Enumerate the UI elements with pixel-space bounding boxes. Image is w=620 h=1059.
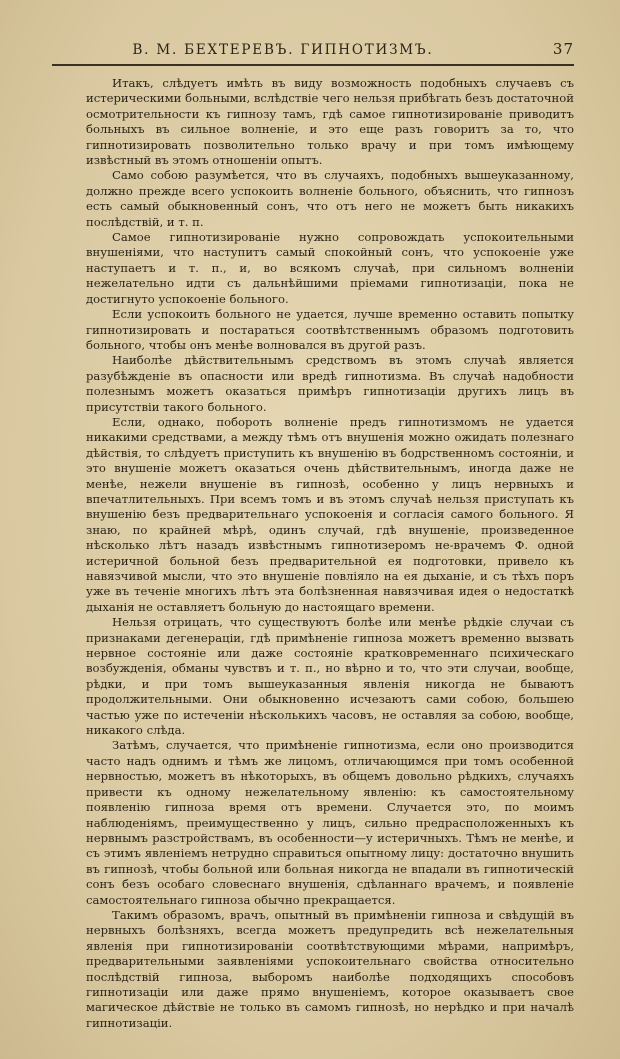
paragraph: Самое гипнотизированіе нужно сопровождать успокоительными внушеніями, что наступитъ самый спокойный сонъ, что успокоеніе уже наступаетъ и т. п., и, во всякомъ случаѣ, при сильномъ волненіи нежелательно идти съ дальнѣйшими пріемами гипнотизаціи, пока не достигнуто успокоеніе больного. (86, 230, 574, 306)
paragraph: Нельзя отрицать, что существуютъ болѣе или менѣе рѣдкіе случаи съ признаками дегенераціи, гдѣ примѣненіе гипноза можетъ временно вызвать нервное состояніе или даже состояніе кратковременнаго психическаго возбужденія, обманы чувствъ и т. п., но вѣрно и то, что эти случаи, вообще, рѣдки, и при томъ вышеуказанныя явленія никогда не бываютъ продолжительными. Они обыкновенно исчезаютъ сами собою, большею частью уже по истеченіи нѣсколькихъ часовъ, не оставляя за собою, вообще, никакого слѣда. (86, 615, 574, 738)
page-number: 37 (552, 40, 574, 58)
page-header (52, 38, 574, 66)
paragraph: Итакъ, слѣдуетъ имѣть въ виду возможность подобныхъ случаевъ съ истерическими больными, вслѣдствіе чего нельзя прибѣгать безъ достаточной осмотрительности къ гипнозу тамъ, гдѣ самое гипнотизированіе приводитъ больныхъ въ сильное волненіе, и это еще разъ говоритъ за то, что гипнотизировать позволительно только врачу и при томъ имѣющему извѣстный въ этомъ отношеніи опытъ. (86, 76, 574, 168)
paragraph: Если успокоить больного не удается, лучше временно оставить попытку гипнотизировать и постараться соотвѣтственнымъ образомъ подготовить больного, чтобы онъ менѣе волновался въ другой разъ. (86, 307, 574, 352)
body-text (86, 76, 574, 1031)
paragraph: Затѣмъ, случается, что примѣненіе гипнотизма, если оно производится часто надъ однимъ и тѣмъ же лицомъ, отличающимся при томъ особенной нервностью, можетъ въ нѣкоторыхъ, въ общемъ довольно рѣдкихъ, случаяхъ привести къ одному нежелательному явленію: къ самостоятельному появленію гипноза время отъ времени. Случается это, по моимъ наблюденіямъ, преимущественно у лицъ, сильно предрасположенныхъ къ нервнымъ разстройствамъ, въ особенности—у истеричныхъ. Тѣмъ не менѣе, и съ этимъ явленіемъ нетрудно справиться опытному лицу: достаточно внушить въ гипнозѣ, чтобы больной или больная никогда не впадали въ гипнотическій сонъ безъ особаго словеснаго внушенія, сдѣланнаго врачемъ, и появленіе самостоятельнаго гипноза обычно прекращается. (86, 738, 574, 907)
paragraph: Такимъ образомъ, врачъ, опытный въ примѣненіи гипноза и свѣдущій въ нервныхъ болѣзняхъ, всегда можетъ предупредить всѣ нежелательныя явленія при гипнотизированіи соотвѣтствующими мѣрами, напримѣръ, предварительными заявленіями успокоительнаго свойства относительно послѣдствій гипноза, выборомъ наиболѣе подходящихъ способовъ гипнотизаціи или даже прямо внушеніемъ, которое оказываетъ свое магическое дѣйствіе не только въ самомъ гипнозѣ, но нерѣдко и при началѣ гипнотизаціи. (86, 907, 574, 1030)
running-title: В. М. БЕХТЕРЕВЪ. ГИПНОТИЗМЪ. (132, 42, 434, 58)
paragraph: Если, однако, побороть волненіе предъ гипнотизмомъ не удается никакими средствами, а между тѣмъ отъ внушенія можно ожидать полезнаго дѣйствія, то слѣдуетъ приступить къ внушенію въ бодрственномъ состояніи, и это внушеніе можетъ оказаться очень дѣйствительнымъ, иногда даже не менѣе, нежели внушеніе въ гипнозѣ, особенно у лицъ нервныхъ и впечатлительныхъ. При всемъ томъ и въ этомъ случаѣ нельзя приступать къ внушенію безъ предварительнаго успокоенія и согласія самого больного. Я знаю, по крайней мѣрѣ, одинъ случай, гдѣ внушеніе, произведенное нѣсколько лѣтъ назадъ извѣстнымъ гипнотизеромъ не-врачемъ Ф. одной истеричной больной безъ предварительной ея подготовки, привело къ навязчивой мысли, что это внушеніе повліяло на ея дыханіе, и съ тѣхъ поръ уже въ теченіе многихъ лѣтъ эта болѣзненная навязчивая идея о недостаткѣ дыханія не оставляетъ больную до настоящаго времени. (86, 414, 574, 614)
paragraph: Наиболѣе дѣйствительнымъ средствомъ въ этомъ случаѣ является разубѣжденіе въ опасности или вредѣ гипнотизма. Въ случаѣ надобности полезнымъ можетъ оказаться примѣръ гипнотизаціи другихъ лицъ въ присутствіи такого больного. (86, 353, 574, 414)
paragraph: Само собою разумѣется, что въ случаяхъ, подобныхъ вышеуказанному, должно прежде всего успокоить волненіе больного, объяснить, что гипнозъ есть самый обыкновенный сонъ, что отъ него не можетъ быть никакихъ послѣдствій, и т. п. (86, 168, 574, 229)
